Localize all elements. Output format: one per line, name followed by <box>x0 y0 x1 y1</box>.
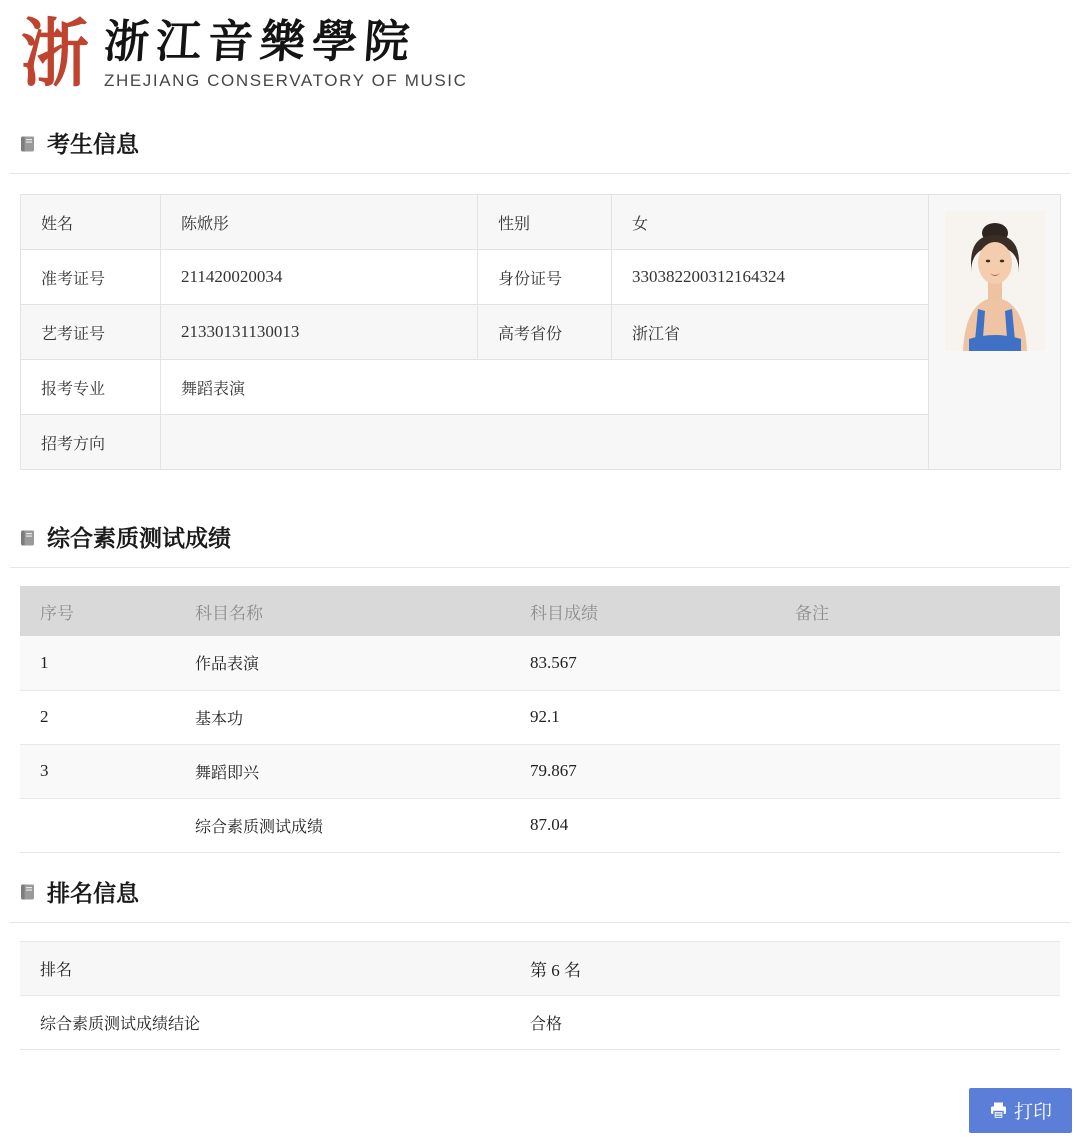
row-subject: 综合素质测试成绩 <box>175 798 510 852</box>
table-row <box>21 360 1061 415</box>
scores-header-row <box>20 586 1060 636</box>
name-value: 陈焮彤 <box>161 195 478 250</box>
table-row <box>20 941 1060 995</box>
table-row <box>20 636 1060 690</box>
admission-no-label: 准考证号 <box>21 250 161 305</box>
candidate-photo-cell <box>929 195 1061 470</box>
row-note <box>775 690 1060 744</box>
candidate-info-title-text: 考生信息 <box>47 131 139 157</box>
conclusion-label: 综合素质测试成绩结论 <box>20 995 510 1049</box>
school-logo <box>0 0 1080 100</box>
row-no <box>20 798 175 852</box>
divider <box>10 567 1070 568</box>
row-score: 79.867 <box>510 744 775 798</box>
name-label: 姓名 <box>21 195 161 250</box>
print-button[interactable] <box>969 1088 1072 1133</box>
table-row <box>21 250 1061 305</box>
school-name-en: ZHEJIANG CONSERVATORY OF MUSIC <box>104 71 468 90</box>
book-icon <box>18 133 38 153</box>
logo-text-block <box>104 10 468 91</box>
gaokao-province-label: 高考省份 <box>478 305 612 360</box>
rank-value: 第 6 名 <box>510 941 1060 995</box>
col-header-score: 科目成绩 <box>510 586 775 636</box>
direction-value <box>161 415 929 470</box>
major-label: 报考专业 <box>21 360 161 415</box>
table-row <box>20 690 1060 744</box>
candidate-info-table <box>20 194 1061 470</box>
row-subject: 基本功 <box>175 690 510 744</box>
col-header-no: 序号 <box>20 586 175 636</box>
admission-no-value: 211420020034 <box>161 250 478 305</box>
print-button-label: 打印 <box>1013 1101 1052 1123</box>
row-note <box>775 744 1060 798</box>
major-value: 舞蹈表演 <box>161 360 929 415</box>
art-exam-no-value: 21330131130013 <box>161 305 478 360</box>
ranking-title-text: 排名信息 <box>47 879 139 906</box>
table-row <box>20 995 1060 1049</box>
logo-seal-icon: 浙 <box>20 11 89 97</box>
direction-label: 招考方向 <box>21 415 161 470</box>
row-no: 1 <box>20 636 175 690</box>
table-row <box>20 744 1060 798</box>
book-icon <box>18 527 38 547</box>
col-header-subject: 科目名称 <box>175 586 510 636</box>
ranking-title <box>18 875 1080 908</box>
art-exam-no-label: 艺考证号 <box>21 305 161 360</box>
id-no-label: 身份证号 <box>478 250 612 305</box>
candidate-photo <box>945 211 1045 351</box>
divider <box>10 173 1070 174</box>
row-no: 3 <box>20 744 175 798</box>
scores-title <box>18 520 1080 553</box>
candidate-info-title <box>18 126 1080 159</box>
row-score: 87.04 <box>510 798 775 852</box>
row-note <box>775 636 1060 690</box>
book-icon <box>18 881 38 901</box>
row-subject: 舞蹈即兴 <box>175 744 510 798</box>
gender-value: 女 <box>612 195 929 250</box>
rank-label: 排名 <box>20 941 510 995</box>
ranking-table <box>20 941 1060 1050</box>
gender-label: 性别 <box>478 195 612 250</box>
row-score: 92.1 <box>510 690 775 744</box>
row-score: 83.567 <box>510 636 775 690</box>
school-name-cn: 浙江音樂學院 <box>102 15 418 68</box>
button-row <box>0 1088 1072 1133</box>
printer-icon <box>989 1101 1008 1120</box>
table-row <box>21 195 1061 250</box>
divider <box>10 922 1070 923</box>
col-header-note: 备注 <box>775 586 1060 636</box>
row-no: 2 <box>20 690 175 744</box>
table-row <box>20 798 1060 852</box>
scores-title-text: 综合素质测试成绩 <box>47 525 231 551</box>
scores-table <box>20 586 1060 853</box>
row-subject: 作品表演 <box>175 636 510 690</box>
id-no-value: 330382200312164324 <box>612 250 929 305</box>
gaokao-province-value: 浙江省 <box>612 305 929 360</box>
conclusion-value: 合格 <box>510 995 1060 1049</box>
row-note <box>775 798 1060 852</box>
table-row <box>21 415 1061 470</box>
table-row <box>21 305 1061 360</box>
